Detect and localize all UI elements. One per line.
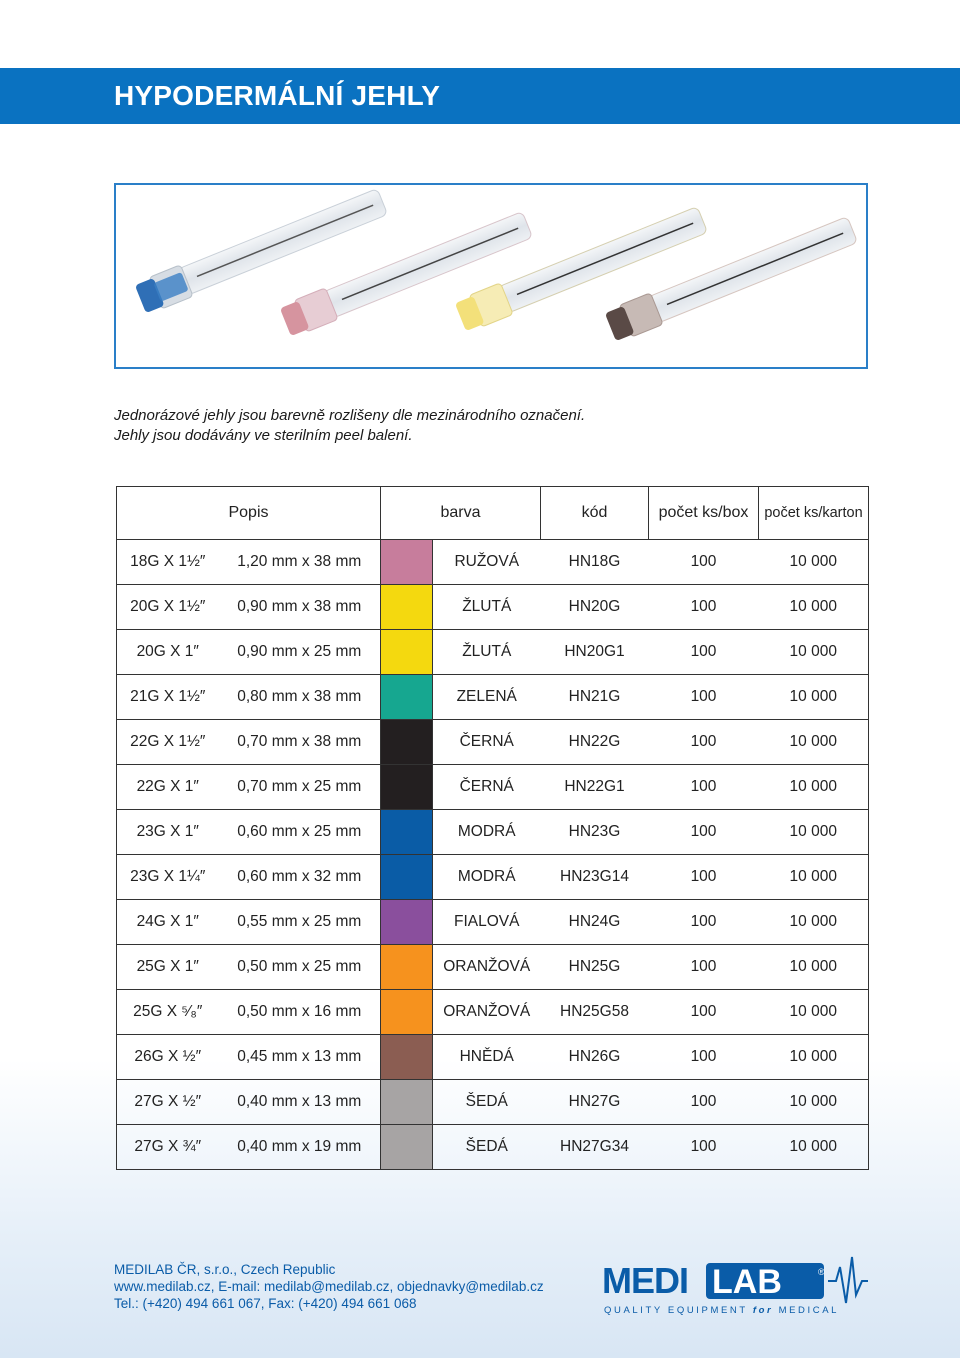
cell-dimensions: 0,70 mm x 25 mm <box>219 765 381 810</box>
cell-gauge: 20G X 1″ <box>117 630 219 675</box>
cell-dimensions: 0,45 mm x 13 mm <box>219 1035 381 1080</box>
cell-gauge: 25G X 1″ <box>117 945 219 990</box>
color-swatch <box>381 945 433 990</box>
cell-gauge: 21G X 1½″ <box>117 675 219 720</box>
col-header-popis: Popis <box>117 487 381 540</box>
color-swatch <box>381 900 433 945</box>
table-row <box>117 855 869 900</box>
cell-box-qty: 100 <box>649 945 759 990</box>
table-row <box>117 720 869 765</box>
color-swatch <box>381 585 433 630</box>
cell-box-qty: 100 <box>649 675 759 720</box>
col-header-kod: kód <box>541 487 649 540</box>
cell-karton-qty: 10 000 <box>759 990 869 1035</box>
table-row <box>117 585 869 630</box>
cell-box-qty: 100 <box>649 855 759 900</box>
header-band <box>0 68 960 124</box>
cell-color-name: ŠEDÁ <box>433 1080 541 1125</box>
cell-code: HN20G1 <box>541 630 649 675</box>
cell-box-qty: 100 <box>649 585 759 630</box>
cell-code: HN22G1 <box>541 765 649 810</box>
cell-gauge: 26G X ½″ <box>117 1035 219 1080</box>
intro-line-2: Jehly jsou dodávány ve sterilním peel balení. <box>114 427 413 444</box>
cell-dimensions: 0,50 mm x 25 mm <box>219 945 381 990</box>
cell-code: HN26G <box>541 1035 649 1080</box>
cell-box-qty: 100 <box>649 630 759 675</box>
logo-reg: ® <box>818 1267 825 1277</box>
logo-lab: LAB <box>712 1263 782 1301</box>
cell-gauge: 24G X 1″ <box>117 900 219 945</box>
cell-karton-qty: 10 000 <box>759 765 869 810</box>
color-swatch <box>381 855 433 900</box>
cell-dimensions: 0,60 mm x 25 mm <box>219 810 381 855</box>
cell-box-qty: 100 <box>649 900 759 945</box>
cell-karton-qty: 10 000 <box>759 1125 869 1170</box>
table-row <box>117 765 869 810</box>
needles-image <box>116 185 866 367</box>
logo-medi: MEDI <box>602 1260 688 1301</box>
cell-gauge: 27G X ½″ <box>117 1080 219 1125</box>
cell-gauge: 22G X 1″ <box>117 765 219 810</box>
col-header-karton: počet ks/karton <box>759 487 869 540</box>
cell-gauge: 18G X 1½″ <box>117 540 219 585</box>
cell-dimensions: 0,40 mm x 13 mm <box>219 1080 381 1125</box>
cell-box-qty: 100 <box>649 1080 759 1125</box>
color-swatch <box>381 1125 433 1170</box>
cell-color-name: ŽLUTÁ <box>433 630 541 675</box>
cell-gauge: 25G X ⁵⁄₈″ <box>117 990 219 1035</box>
cell-code: HN22G <box>541 720 649 765</box>
cell-karton-qty: 10 000 <box>759 945 869 990</box>
table-row <box>117 1080 869 1125</box>
col-header-barva: barva <box>381 487 541 540</box>
cell-karton-qty: 10 000 <box>759 1035 869 1080</box>
logo-tagline: QUALITY EQUIPMENT for MEDICAL <box>604 1305 840 1316</box>
cell-box-qty: 100 <box>649 720 759 765</box>
cell-karton-qty: 10 000 <box>759 900 869 945</box>
cell-dimensions: 0,55 mm x 25 mm <box>219 900 381 945</box>
cell-dimensions: 1,20 mm x 38 mm <box>219 540 381 585</box>
cell-code: HN20G <box>541 585 649 630</box>
cell-code: HN18G <box>541 540 649 585</box>
cell-color-name: RUŽOVÁ <box>433 540 541 585</box>
intro-text <box>114 406 814 446</box>
cell-code: HN27G <box>541 1080 649 1125</box>
cell-gauge: 23G X 1″ <box>117 810 219 855</box>
table-row <box>117 1125 869 1170</box>
cell-code: HN21G <box>541 675 649 720</box>
cell-color-name: ČERNÁ <box>433 765 541 810</box>
cell-gauge: 23G X 1¼″ <box>117 855 219 900</box>
color-swatch <box>381 1080 433 1125</box>
table-row <box>117 990 869 1035</box>
color-swatch <box>381 810 433 855</box>
cell-code: HN23G14 <box>541 855 649 900</box>
footer-phone: Tel.: (+420) 494 661 067, Fax: (+420) 494 661 068 <box>114 1296 417 1311</box>
cell-color-name: ORANŽOVÁ <box>433 990 541 1035</box>
cell-box-qty: 100 <box>649 1035 759 1080</box>
cell-gauge: 22G X 1½″ <box>117 720 219 765</box>
cell-box-qty: 100 <box>649 810 759 855</box>
color-swatch <box>381 630 433 675</box>
cell-dimensions: 0,90 mm x 38 mm <box>219 585 381 630</box>
table-row <box>117 630 869 675</box>
cell-dimensions: 0,40 mm x 19 mm <box>219 1125 381 1170</box>
cell-karton-qty: 10 000 <box>759 720 869 765</box>
cell-gauge: 20G X 1½″ <box>117 585 219 630</box>
cell-color-name: MODRÁ <box>433 810 541 855</box>
cell-code: HN25G58 <box>541 990 649 1035</box>
footer-company: MEDILAB ČR, s.r.o., Czech Republic <box>114 1262 336 1277</box>
color-swatch <box>381 990 433 1035</box>
cell-code: HN25G <box>541 945 649 990</box>
cell-karton-qty: 10 000 <box>759 540 869 585</box>
cell-code: HN24G <box>541 900 649 945</box>
table-row <box>117 900 869 945</box>
cell-karton-qty: 10 000 <box>759 585 869 630</box>
cell-color-name: ZELENÁ <box>433 675 541 720</box>
footer-web: www.medilab.cz, E-mail: medilab@medilab.cz, objednavky@medilab.cz <box>114 1279 544 1294</box>
cell-color-name: ORANŽOVÁ <box>433 945 541 990</box>
table-header-row <box>117 487 869 540</box>
color-swatch <box>381 675 433 720</box>
color-swatch <box>381 720 433 765</box>
table-row <box>117 1035 869 1080</box>
cell-color-name: ŽLUTÁ <box>433 585 541 630</box>
cell-box-qty: 100 <box>649 540 759 585</box>
color-swatch <box>381 765 433 810</box>
cell-code: HN23G <box>541 810 649 855</box>
cell-color-name: ČERNÁ <box>433 720 541 765</box>
logo-pulse-icon <box>828 1257 868 1303</box>
cell-box-qty: 100 <box>649 990 759 1035</box>
table-row <box>117 675 869 720</box>
product-photo <box>114 183 868 369</box>
intro-line-1: Jednorázové jehly jsou barevně rozlišeny dle mezinárodního označení. <box>114 407 586 424</box>
cell-code: HN27G34 <box>541 1125 649 1170</box>
cell-dimensions: 0,90 mm x 25 mm <box>219 630 381 675</box>
cell-color-name: ŠEDÁ <box>433 1125 541 1170</box>
color-swatch <box>381 1035 433 1080</box>
cell-dimensions: 0,60 mm x 32 mm <box>219 855 381 900</box>
cell-dimensions: 0,50 mm x 16 mm <box>219 990 381 1035</box>
table-body <box>117 540 869 1170</box>
table-row <box>117 945 869 990</box>
cell-box-qty: 100 <box>649 765 759 810</box>
table-row <box>117 810 869 855</box>
cell-karton-qty: 10 000 <box>759 810 869 855</box>
cell-karton-qty: 10 000 <box>759 1080 869 1125</box>
cell-color-name: FIALOVÁ <box>433 900 541 945</box>
cell-dimensions: 0,70 mm x 38 mm <box>219 720 381 765</box>
cell-box-qty: 100 <box>649 1125 759 1170</box>
cell-color-name: HNĚDÁ <box>433 1035 541 1080</box>
cell-karton-qty: 10 000 <box>759 675 869 720</box>
cell-karton-qty: 10 000 <box>759 855 869 900</box>
cell-color-name: MODRÁ <box>433 855 541 900</box>
table-row <box>117 540 869 585</box>
medilab-logo <box>600 1255 870 1319</box>
page-title: HYPODERMÁLNÍ JEHLY <box>114 80 441 111</box>
col-header-box: počet ks/box <box>649 487 759 540</box>
footer-contact <box>114 1261 594 1312</box>
color-swatch <box>381 540 433 585</box>
cell-karton-qty: 10 000 <box>759 630 869 675</box>
cell-dimensions: 0,80 mm x 38 mm <box>219 675 381 720</box>
needle-spec-table <box>116 486 869 1170</box>
cell-gauge: 27G X ¾″ <box>117 1125 219 1170</box>
